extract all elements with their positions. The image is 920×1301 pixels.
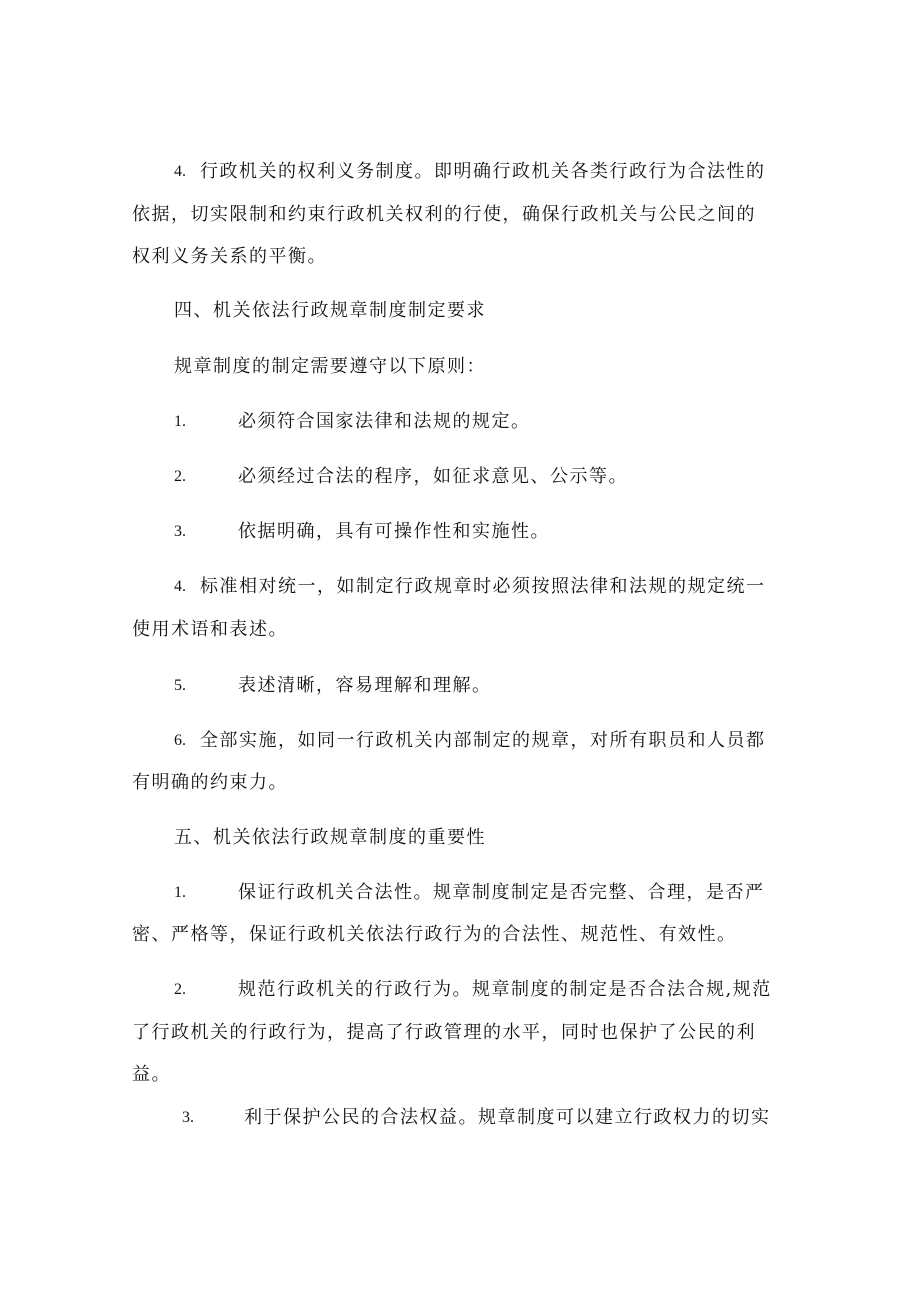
list-item-text: 表述清晰，容易理解和理解。 bbox=[238, 675, 492, 696]
list-item-number: 5. bbox=[174, 677, 186, 694]
list-item-text: 利于保护公民的合法权益。规章制度可以建立行政权力的切实 bbox=[244, 1107, 771, 1128]
section-heading: 五、机关依法行政规章制度的重要性 bbox=[174, 827, 486, 848]
list-item-text: 标准相对统一，如制定行政规章时必须按照法律和法规的规定统一 bbox=[200, 576, 766, 597]
section-heading: 四、机关依法行政规章制度制定要求 bbox=[174, 300, 486, 321]
list-item-number: 6. bbox=[174, 732, 186, 749]
section-intro: 规章制度的制定需要遵守以下原则： bbox=[174, 356, 486, 377]
list-item-number: 1. bbox=[174, 413, 186, 430]
list-item-number: 4. bbox=[174, 578, 186, 595]
list-item-number: 1. bbox=[174, 884, 186, 901]
list-item-text: 必须经过合法的程序，如征求意见、公示等。 bbox=[238, 466, 628, 487]
list-item-number: 3. bbox=[182, 1109, 194, 1126]
list-item-number: 2. bbox=[174, 981, 186, 998]
list-item-text: 保证行政机关合法性。规章制度制定是否完整、合理，是否严 bbox=[238, 882, 765, 903]
paragraph-line: 行政机关的权利义务制度。即明确行政机关各类行政行为合法性的 bbox=[200, 161, 766, 182]
list-item-text: 依据明确，具有可操作性和实施性。 bbox=[238, 521, 550, 542]
list-item-text: 有明确的约束力。 bbox=[132, 772, 288, 793]
list-item-text: 了行政机关的行政行为，提高了行政管理的水平，同时也保护了公民的利 bbox=[132, 1022, 756, 1043]
list-item-text: 必须符合国家法律和法规的规定。 bbox=[238, 411, 531, 432]
list-item-text: 密、严格等，保证行政机关依法行政行为的合法性、规范性、有效性。 bbox=[132, 924, 737, 945]
list-item-text: 使用术语和表述。 bbox=[132, 619, 288, 640]
list-item-number: 3. bbox=[174, 523, 186, 540]
item-number: 4. bbox=[174, 163, 186, 180]
paragraph-line: 依据，切实限制和约束行政机关权利的行使，确保行政机关与公民之间的 bbox=[132, 204, 756, 225]
list-item-number: 2. bbox=[174, 468, 186, 485]
list-item-text: 益。 bbox=[132, 1064, 171, 1085]
paragraph-line: 权利义务关系的平衡。 bbox=[132, 246, 327, 267]
list-item-text: 全部实施，如同一行政机关内部制定的规章，对所有职员和人员都 bbox=[200, 730, 766, 751]
list-item-text: 规范行政机关的行政行为。规章制度的制定是否合法合规,规范 bbox=[238, 979, 772, 1000]
